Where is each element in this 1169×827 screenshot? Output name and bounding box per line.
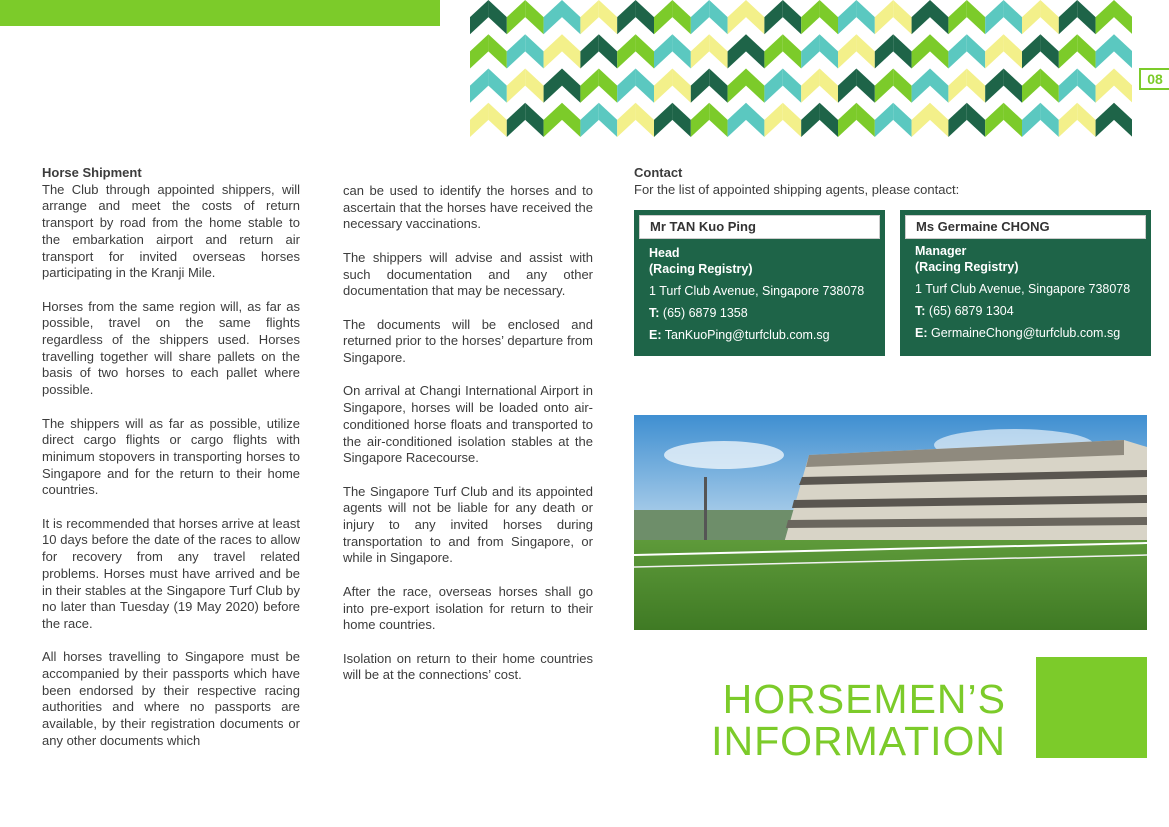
chevron-segment xyxy=(728,103,746,137)
chevron-segment xyxy=(1059,69,1077,103)
contact-section xyxy=(634,165,1149,198)
chevron-segment xyxy=(893,34,911,68)
chevron-segment xyxy=(912,103,930,137)
chevron-segment xyxy=(488,103,506,137)
headline-line-2: INFORMATION xyxy=(711,718,1006,764)
chevron-segment xyxy=(948,34,966,68)
chevron-segment xyxy=(1059,34,1077,68)
chevron-segment xyxy=(1022,34,1040,68)
chevron-segment xyxy=(820,0,838,34)
chevron-segment xyxy=(636,103,654,137)
chevron-segment xyxy=(1077,69,1095,103)
chevron-segment xyxy=(709,34,727,68)
chevron-segment xyxy=(875,0,893,34)
page-headline xyxy=(711,678,1006,762)
chevron-segment xyxy=(1114,0,1132,34)
page-number: 08 xyxy=(1139,68,1169,90)
chevron-segment xyxy=(967,69,985,103)
chevron-segment xyxy=(599,0,617,34)
chevron-segment xyxy=(507,0,525,34)
chevron-segment xyxy=(1004,69,1022,103)
contact-email[interactable]: E: TanKuoPing@turfclub.com.sg xyxy=(649,328,830,342)
top-accent-bar xyxy=(0,0,440,26)
chevron-segment xyxy=(507,103,525,137)
racecourse-photo xyxy=(634,415,1147,630)
contact-phone: T: (65) 6879 1304 xyxy=(915,304,1014,318)
chevron-segment xyxy=(580,103,598,137)
paragraph: The Club through appointed shippers, will arrange and meet the costs of return transport by road from the home stable to the embarkation airport and return air transport for invited overseas horses participating in the Kranji Mile. xyxy=(42,181,300,281)
chevron-segment xyxy=(912,34,930,68)
chevron-segment xyxy=(1040,103,1058,137)
chevron-segment xyxy=(562,0,580,34)
chevron-segment xyxy=(930,103,948,137)
chevron-segment xyxy=(470,34,488,68)
chevron-segment xyxy=(580,0,598,34)
chevron-segment xyxy=(709,0,727,34)
chevron-segment xyxy=(985,103,1003,137)
chevron-segment xyxy=(1077,0,1095,34)
chevron-segment xyxy=(525,34,543,68)
chevron-segment xyxy=(930,69,948,103)
chevron-segment xyxy=(912,0,930,34)
chevron-segment xyxy=(470,0,488,34)
chevron-segment xyxy=(856,69,874,103)
paragraph: The Singapore Turf Club and its appointed agents will not be liable for any death or injury to any invited horses during transportation to and from Singapore, or while in Singapore. xyxy=(343,483,593,566)
chevron-segment xyxy=(709,103,727,137)
chevron-segment xyxy=(617,103,635,137)
chevron-segment xyxy=(691,34,709,68)
chevron-segment xyxy=(1096,0,1114,34)
chevron-segment xyxy=(1004,34,1022,68)
chevron-segment xyxy=(1096,103,1114,137)
chevron-segment xyxy=(746,34,764,68)
middle-column xyxy=(343,183,593,701)
contact-email[interactable]: E: GermaineChong@turfclub.com.sg xyxy=(915,326,1121,340)
chevron-segment xyxy=(746,69,764,103)
paragraph: After the race, overseas horses shall go into pre-export isolation for return to their home countries. xyxy=(343,583,593,633)
chevron-segment xyxy=(617,0,635,34)
chevron-segment xyxy=(783,69,801,103)
chevron-segment xyxy=(856,0,874,34)
chevron-segment xyxy=(893,0,911,34)
chevron-segment xyxy=(1096,34,1114,68)
chevron-segment xyxy=(1114,34,1132,68)
chevron-segment xyxy=(580,69,598,103)
chevron-segment xyxy=(783,34,801,68)
chevron-segment xyxy=(691,103,709,137)
chevron-segment xyxy=(636,69,654,103)
paragraph: Isolation on return to their home countries will be at the connections’ cost. xyxy=(343,650,593,683)
chevron-segment xyxy=(967,0,985,34)
accent-square xyxy=(1036,657,1147,758)
chevron-segment xyxy=(599,103,617,137)
chevron-segment xyxy=(948,103,966,137)
chevron-segment xyxy=(728,0,746,34)
chevron-segment xyxy=(1004,103,1022,137)
contact-role: Head xyxy=(649,246,680,260)
chevron-segment xyxy=(672,0,690,34)
chevron-segment xyxy=(820,69,838,103)
chevron-segment xyxy=(488,0,506,34)
chevron-segment xyxy=(875,69,893,103)
chevron-segment xyxy=(783,0,801,34)
chevron-segment xyxy=(820,34,838,68)
chevron-segment xyxy=(544,69,562,103)
chevron-segment xyxy=(709,69,727,103)
chevron-segment xyxy=(893,69,911,103)
paragraph: It is recommended that horses arrive at least 10 days before the date of the races to allow for recovery from any travel related problems. Horses must have arrived and be in their stables at the Singapore Turf Club by no later than Tuesday (19 May 2020) before the race. xyxy=(42,515,300,631)
chevron-segment xyxy=(948,69,966,103)
chevron-segment xyxy=(599,69,617,103)
paragraph: Horses from the same region will, as far as possible, travel on the same flights regardless of the shippers used. Horses travelling together will share pallets on the basis of two horses to each pallet where possible. xyxy=(42,298,300,398)
chevron-segment xyxy=(1059,0,1077,34)
chevron-segment xyxy=(875,34,893,68)
chevron-segment xyxy=(691,69,709,103)
contact-card-chong xyxy=(900,210,1151,356)
chevron-segment xyxy=(672,69,690,103)
chevron-segment xyxy=(1077,34,1095,68)
contact-department: (Racing Registry) xyxy=(915,260,1019,274)
chevron-segment xyxy=(985,0,1003,34)
chevron-segment xyxy=(672,34,690,68)
chevron-segment xyxy=(746,0,764,34)
chevron-segment xyxy=(764,0,782,34)
chevron-segment xyxy=(654,0,672,34)
chevron-segment xyxy=(838,69,856,103)
chevron-segment xyxy=(544,34,562,68)
chevron-segment xyxy=(507,69,525,103)
chevron-segment xyxy=(691,0,709,34)
chevron-segment xyxy=(636,34,654,68)
chevron-segment xyxy=(948,0,966,34)
chevron-segment xyxy=(801,69,819,103)
chevron-segment xyxy=(985,34,1003,68)
chevron-segment xyxy=(1096,69,1114,103)
paragraph: can be used to identify the horses and to ascertain that the horses have received the necessary vaccinations. xyxy=(343,183,593,232)
chevron-segment xyxy=(672,103,690,137)
chevron-pattern xyxy=(470,0,1132,137)
chevron-segment xyxy=(783,103,801,137)
headline-line-1: HORSEMEN’S xyxy=(722,676,1006,722)
chevron-segment xyxy=(525,0,543,34)
chevron-segment xyxy=(856,103,874,137)
chevron-segment xyxy=(875,103,893,137)
chevron-segment xyxy=(801,34,819,68)
chevron-segment xyxy=(1114,69,1132,103)
chevron-segment xyxy=(544,0,562,34)
chevron-segment xyxy=(1022,69,1040,103)
chevron-segment xyxy=(525,69,543,103)
chevron-segment xyxy=(599,34,617,68)
contact-heading: Contact xyxy=(634,165,683,180)
chevron-segment xyxy=(838,34,856,68)
contact-phone: T: (65) 6879 1358 xyxy=(649,306,748,320)
chevron-segment xyxy=(728,69,746,103)
chevron-segment xyxy=(1040,69,1058,103)
chevron-segment xyxy=(470,69,488,103)
left-column xyxy=(42,165,300,766)
chevron-segment xyxy=(856,34,874,68)
chevron-segment xyxy=(1114,103,1132,137)
chevron-segment xyxy=(1040,0,1058,34)
paragraph: The documents will be enclosed and returned prior to the horses’ departure from Singapore. xyxy=(343,316,593,365)
chevron-segment xyxy=(562,69,580,103)
email-link[interactable]: GermaineChong@turfclub.com.sg xyxy=(930,326,1121,340)
section-heading: Horse Shipment xyxy=(42,165,142,180)
chevron-segment xyxy=(985,69,1003,103)
chevron-segment xyxy=(1022,103,1040,137)
chevron-segment xyxy=(470,103,488,137)
chevron-segment xyxy=(525,103,543,137)
paragraph: All horses travelling to Singapore must be accompanied by their passports which have been endorsed by their respective racing authorities and where no passports are available, by their registration documents or any other documents which xyxy=(42,649,300,748)
chevron-segment xyxy=(930,34,948,68)
chevron-segment xyxy=(1022,0,1040,34)
contact-department: (Racing Registry) xyxy=(649,262,753,276)
contact-address: 1 Turf Club Avenue, Singapore 738078 xyxy=(649,284,865,298)
chevron-segment xyxy=(636,0,654,34)
chevron-segment xyxy=(654,103,672,137)
chevron-segment xyxy=(617,69,635,103)
chevron-segment xyxy=(580,34,598,68)
chevron-segment xyxy=(544,103,562,137)
chevron-segment xyxy=(912,69,930,103)
chevron-segment xyxy=(893,103,911,137)
chevron-segment xyxy=(746,103,764,137)
paragraph: The shippers will advise and assist with such documentation and any other documentation that may be necessary. xyxy=(343,249,593,299)
chevron-segment xyxy=(1004,0,1022,34)
chevron-segment xyxy=(764,103,782,137)
chevron-segment xyxy=(562,103,580,137)
chevron-segment xyxy=(764,69,782,103)
contact-intro: For the list of appointed shipping agents, please contact: xyxy=(634,181,960,197)
chevron-segment xyxy=(801,0,819,34)
chevron-segment xyxy=(838,0,856,34)
chevron-segment xyxy=(930,0,948,34)
paragraph: The shippers will as far as possible, utilize direct cargo flights or cargo flights with minimum stopovers in transporting horses to Singapore and for the return to their home countries. xyxy=(42,415,300,498)
chevron-segment xyxy=(507,34,525,68)
chevron-segment xyxy=(967,103,985,137)
chevron-segment xyxy=(488,69,506,103)
contact-card-tan xyxy=(634,210,885,356)
chevron-segment xyxy=(654,69,672,103)
chevron-segment xyxy=(488,34,506,68)
email-link[interactable]: TanKuoPing@turfclub.com.sg xyxy=(664,328,830,342)
chevron-segment xyxy=(617,34,635,68)
chevron-segment xyxy=(764,34,782,68)
chevron-segment xyxy=(801,103,819,137)
chevron-segment xyxy=(1040,34,1058,68)
contact-name: Ms Germaine CHONG xyxy=(905,215,1146,239)
chevron-segment xyxy=(838,103,856,137)
contact-address: 1 Turf Club Avenue, Singapore 738078 xyxy=(915,282,1131,296)
paragraph: On arrival at Changi International Airport in Singapore, horses will be loaded onto air-conditioned horse floats and transported to the air-conditioned isolation stables at the Singapore Racecourse. xyxy=(343,383,593,466)
contact-role: Manager xyxy=(915,244,967,258)
chevron-segment xyxy=(562,34,580,68)
chevron-segment xyxy=(967,34,985,68)
contact-name: Mr TAN Kuo Ping xyxy=(639,215,880,239)
chevron-segment xyxy=(1077,103,1095,137)
chevron-segment xyxy=(654,34,672,68)
chevron-segment xyxy=(1059,103,1077,137)
chevron-segment xyxy=(728,34,746,68)
chevron-segment xyxy=(820,103,838,137)
